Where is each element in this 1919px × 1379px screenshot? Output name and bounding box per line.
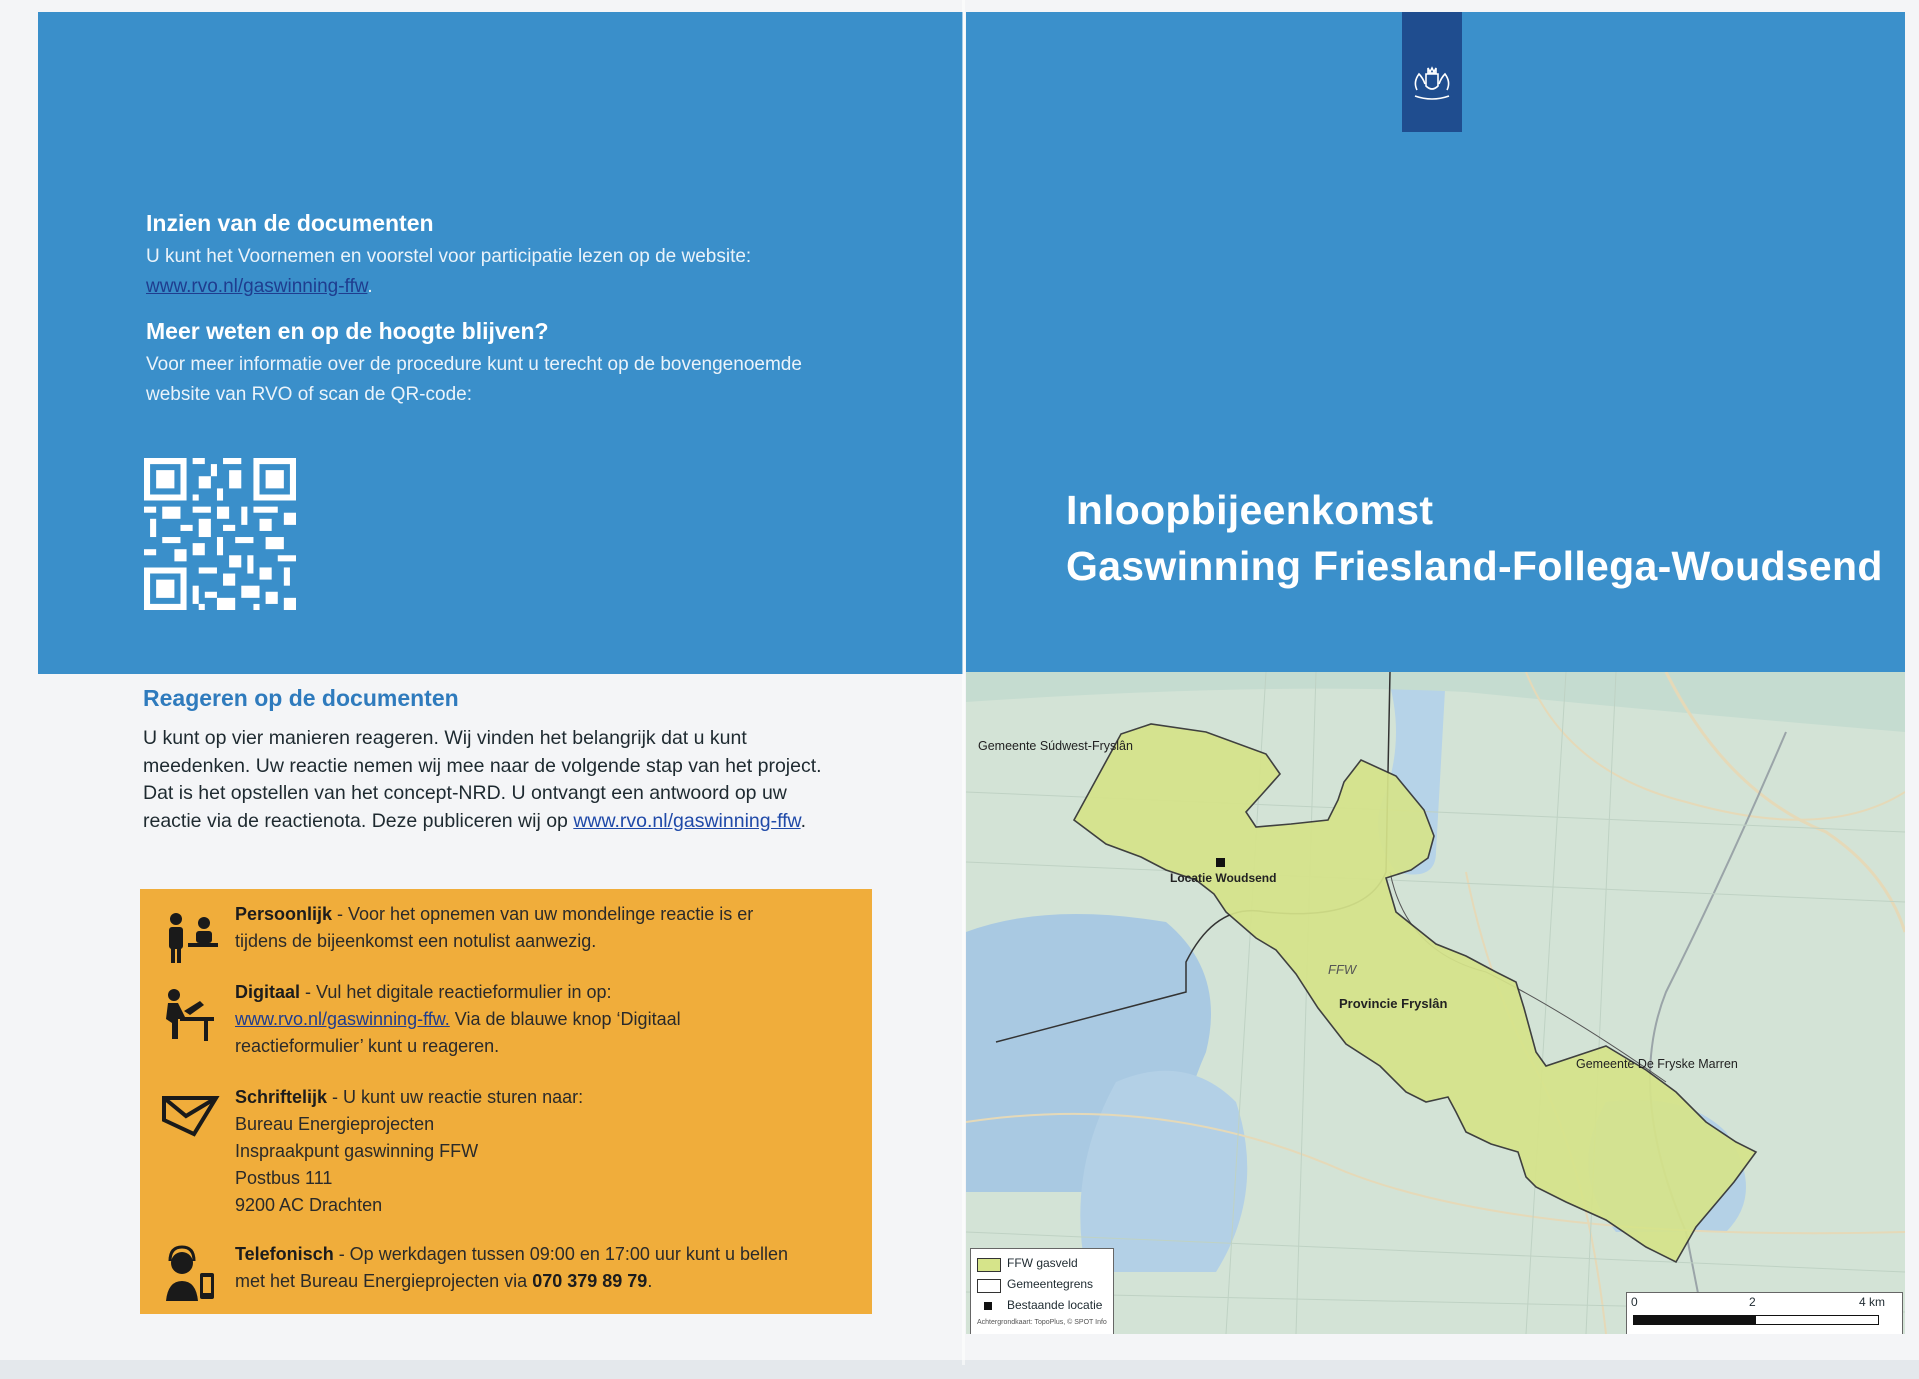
stay-informed-heading: Meer weten en op de hoogte blijven? xyxy=(146,318,549,344)
address-line-1: Bureau Energieprojecten xyxy=(235,1114,435,1134)
response-options-box xyxy=(140,889,872,1314)
people-meeting-icon xyxy=(160,907,220,967)
cover-title-line-1: Inloopbijeenkomst xyxy=(1066,487,1434,533)
map-drawing xyxy=(966,672,1905,1334)
government-logo xyxy=(1402,12,1462,132)
view-documents-link-line: www.rvo.nl/gaswinning-ffw. xyxy=(146,276,373,297)
legend-swatch-gasfield xyxy=(977,1258,1001,1272)
map-label-defryske: Gemeente De Fryske Marren xyxy=(1576,1057,1738,1071)
coat-of-arms-icon xyxy=(1409,64,1455,104)
cover-title xyxy=(1066,482,1883,594)
address-line-4: 9200 AC Drachten xyxy=(235,1195,383,1215)
stay-informed-text-2: website van RVO of scan de QR-code: xyxy=(146,384,472,405)
scale-tick-4: 4 km xyxy=(1859,1295,1886,1309)
stay-informed-text-1: Voor meer informatie over de procedure kunt u terecht op de bovengenoemde xyxy=(146,354,802,375)
option-personal-text: Persoonlijk - Voor het opnemen van uw mondelinge reactie is er tijdens de bijeenkomst een notulist aanwezig. xyxy=(235,904,754,951)
legend-location-marker xyxy=(984,1302,992,1310)
digital-form-link[interactable]: www.rvo.nl/gaswinning-ffw. xyxy=(235,1009,450,1029)
view-documents-heading: Inzien van de documenten xyxy=(146,210,434,236)
view-documents-link[interactable]: www.rvo.nl/gaswinning-ffw xyxy=(146,276,368,297)
gasfield-map xyxy=(966,672,1905,1334)
headset-phone-icon xyxy=(160,1245,220,1305)
scale-tick-0: 0 xyxy=(1631,1295,1638,1309)
view-documents-text: U kunt het Voornemen en voorstel voor participatie lezen op de website: xyxy=(146,246,752,267)
person-at-laptop-icon xyxy=(160,985,220,1045)
scale-tick-2: 2 xyxy=(1749,1295,1756,1309)
address-line-2: Inspraakpunt gaswinning FFW xyxy=(235,1141,479,1161)
option-phone-text: Telefonisch - Op werkdagen tussen 09:00 en 17:00 uur kunt u bellen met het Bureau Energieprojecten via 070 379 89 79. xyxy=(235,1244,788,1291)
react-line-3: Dat is het opstellen van het concept-NRD. U ontvangt een antwoord op uw xyxy=(143,782,787,804)
option-written-text: Schriftelijk - U kunt uw reactie sturen naar: Bureau Energieprojecten Inspraakpunt gaswinning FFW Postbus 111 9200 AC Drachten xyxy=(235,1084,855,1219)
map-legend: FFW gasveld Gemeentegrens Bestaande locatie Achtergrondkaart: TopoPlus, © SPOT Info xyxy=(970,1248,1114,1334)
legend-credit: Achtergrondkaart: TopoPlus, © SPOT Info xyxy=(977,1319,1107,1326)
envelope-icon xyxy=(160,1088,220,1148)
map-label-sudwest: Gemeente Súdwest-Fryslân xyxy=(978,739,1133,753)
react-line-4: reactie via de reactienota. Deze publiceren wij op www.rvo.nl/gaswinning-ffw. xyxy=(143,809,806,832)
map-label-ffw: FFW xyxy=(1328,962,1357,977)
map-label-province: Provincie Fryslân xyxy=(1339,996,1448,1011)
react-line-1: U kunt op vier manieren reageren. Wij vinden het belangrijk dat u kunt xyxy=(143,727,747,749)
address-line-3: Postbus 111 xyxy=(235,1168,333,1188)
cover-title-line-2: Gaswinning Friesland-Follega-Woudsend xyxy=(1066,543,1883,589)
react-line-2: meedenken. Uw reactie nemen wij mee naar de volgende stap van het project. xyxy=(143,754,822,777)
phone-number[interactable]: 070 379 89 79 xyxy=(532,1271,648,1291)
map-label-location: Locatie Woudsend xyxy=(1170,871,1277,885)
fold-line xyxy=(962,0,965,1365)
option-digital-text: Digitaal - Vul het digitale reactieformulier in op: www.rvo.nl/gaswinning-ffw. Via de blauwe knop ‘Digitaal reactieformulier’ kunt u reageren. xyxy=(235,982,681,1056)
map-scale-bar xyxy=(1626,1292,1903,1334)
react-paragraph xyxy=(143,725,883,835)
qr-code[interactable] xyxy=(144,458,296,610)
scan-bottom-edge xyxy=(0,1360,1919,1379)
react-link[interactable]: www.rvo.nl/gaswinning-ffw xyxy=(573,809,801,832)
scale-bar xyxy=(1633,1315,1879,1325)
react-heading: Reageren op de documenten xyxy=(143,685,459,711)
legend-swatch-boundary xyxy=(977,1279,1001,1293)
existing-location-marker xyxy=(1216,858,1225,867)
